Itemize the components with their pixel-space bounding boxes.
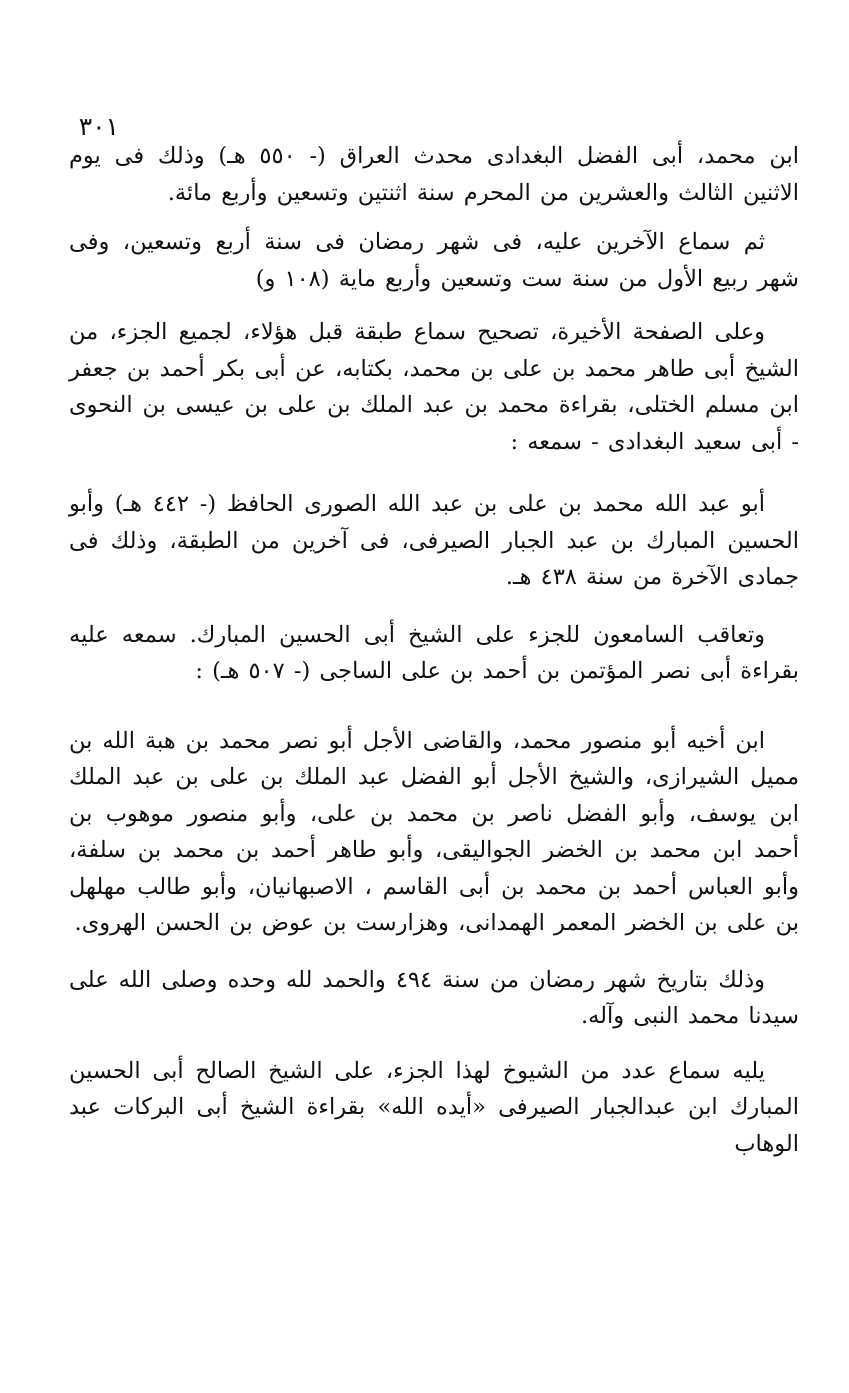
paragraph-2-later-hearing: ثم سماع الآخرين عليه، فى شهر رمضان فى سنة أربع وتسعين، وفى شهر ربيع الأول من سنة ست وتسعين وأربع ماية (١٠٨ و) [69,229,799,292]
page-number: ٣٠١ [78,112,119,141]
body-text [69,138,799,1162]
paragraph-3-last-page-correction: وعلى الصفحة الأخيرة، تصحيح سماع طبقة قبل هؤلاء، لجميع الجزء، من الشيخ أبى طاهر محمد بن على بن محمد، بكتابه، عن أبى بكر أحمد بن جعفر ابن مسلم الختلى، بقراءة محمد بن عبد الملك بن على بن عيسى بن النحوى - أبى سعيد البغدادى - سمعه : [69,319,799,455]
paragraph-1-continuation: ابن محمد، أبى الفضل البغدادى محدث العراق (- ٥٥٠ هـ) وذلك فى يوم الاثنين الثالث والعشرين من المحرم سنة اثنتين وتسعين وأربع مائة. [69,143,800,206]
paragraph-4-hearers: أبو عبد الله محمد بن على بن عبد الله الصورى الحافظ (- ٤٤٢ هـ) وأبو الحسين المبارك بن عبد الجبار الصيرفى، فى آخرين من الطبقة، وذلك فى جمادى الآخرة من سنة ٤٣٨ هـ. [69,491,799,590]
paragraph-6-names-list: ابن أخيه أبو منصور محمد، والقاضى الأجل أبو نصر محمد بن هبة الله بن مميل الشيرازى، والشيخ الأجل أبو الفضل عبد الملك بن على بن عبد الملك ابن يوسف، وأبو الفضل ناصر بن محمد بن على، وأبو منصور موهوب بن أحمد ابن محمد بن الخضر الجواليقى، وأبو طاهر أحمد بن محمد بن سلفة، وأبو العباس أحمد بن محمد بن أبى القاسم ، الاصبهانيان، وأبو طالب مهلهل بن على بن الخضر المعمر الهمدانى، وهزارست بن عوض بن الحسن الهروى. [69,727,799,936]
paragraph-7-date: وذلك بتاريخ شهر رمضان من سنة ٤٩٤ والحمد لله وحده وصلى الله على سيدنا محمد النبى وآله. [69,966,799,1029]
paragraph-5-successive-hearers: وتعاقب السامعون للجزء على الشيخ أبى الحسين المبارك. سمعه عليه بقراءة أبى نصر المؤتمن بن أحمد بن على الساجى (- ٥٠٧ هـ) : [69,621,799,684]
paragraph-8-following-hearing: يليه سماع عدد من الشيوخ لهذا الجزء، على الشيخ الصالح أبى الحسين المبارك ابن عبدالجبار الصيرفى «أيده الله» بقراءة الشيخ أبى البركات عبد الوهاب [69,1057,799,1157]
